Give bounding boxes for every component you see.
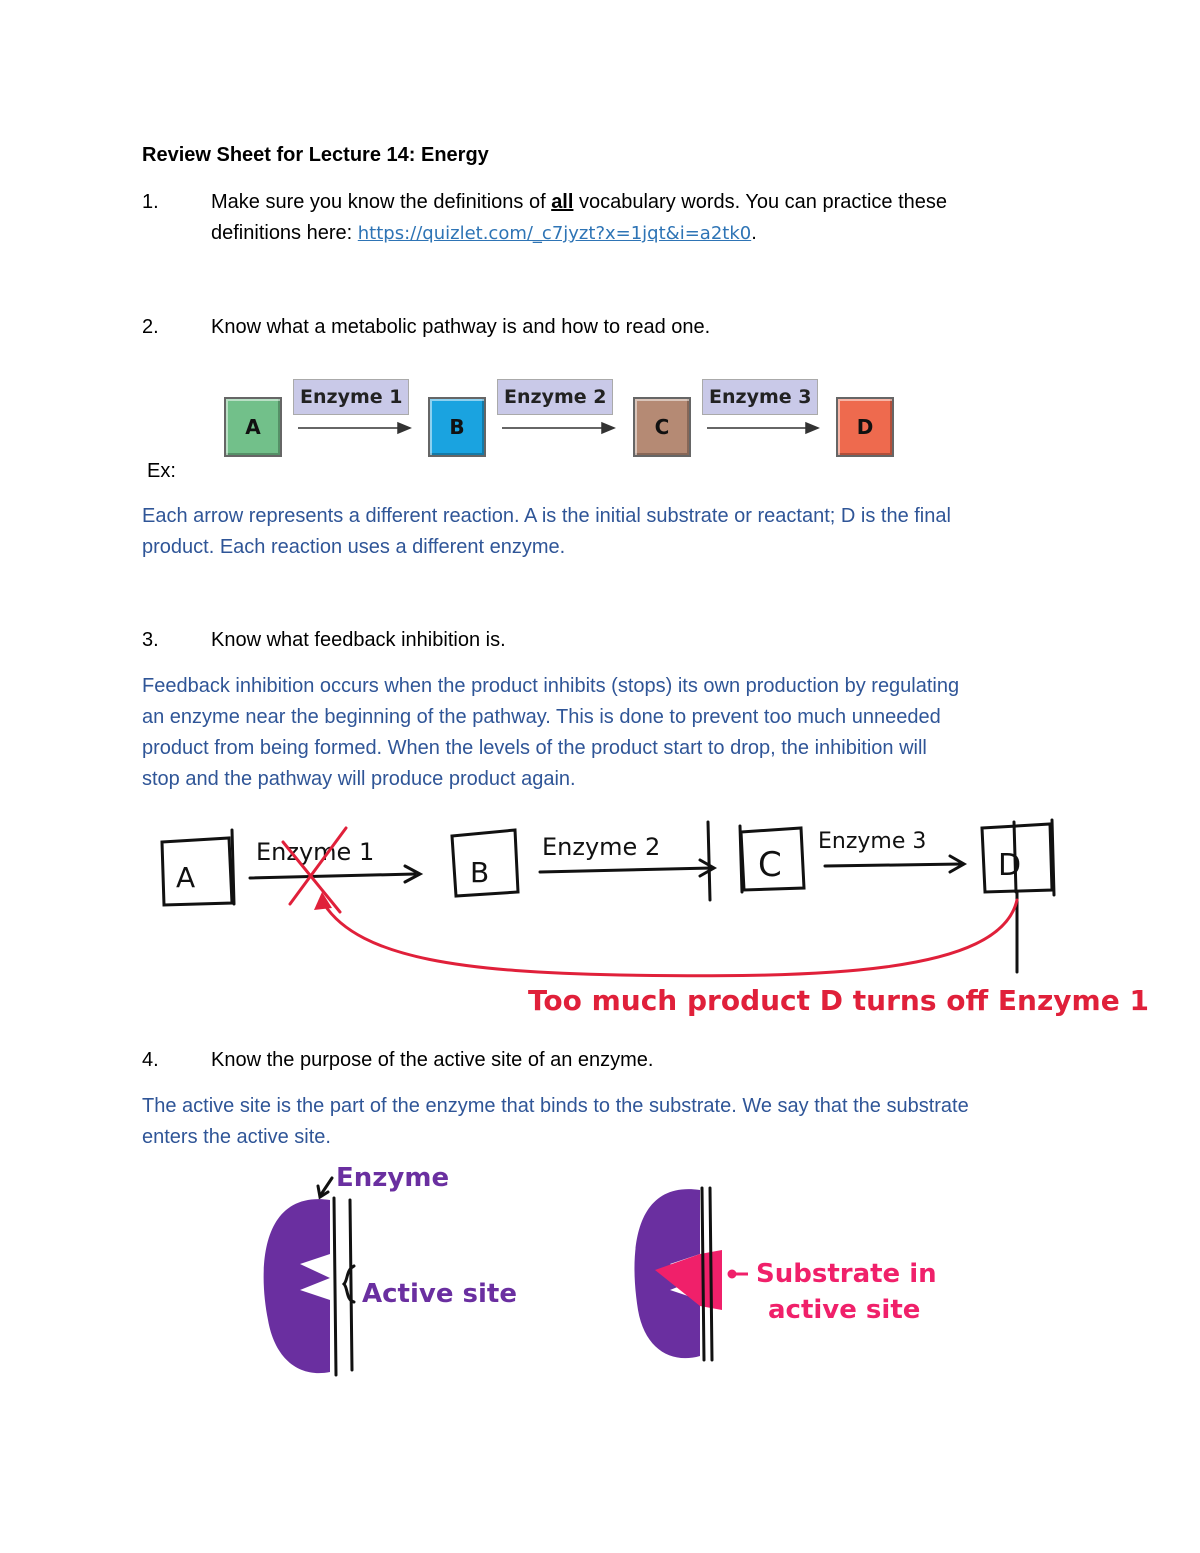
item-2-text: Know what a metabolic pathway is and how to read one. xyxy=(211,316,711,338)
item-3-answer-line2: an enzyme near the beginning of the pathway. This is done to prevent too much unneeded xyxy=(142,706,941,728)
pathway-box-c: C xyxy=(633,397,691,457)
feedback-curve xyxy=(324,900,1017,976)
enzyme-label: Enzyme xyxy=(336,1163,450,1193)
pathway-enzyme-2-label: Enzyme 2 xyxy=(497,379,613,415)
active-site-label: Active site xyxy=(362,1279,517,1309)
pathway-enzyme-1-label: Enzyme 1 xyxy=(293,379,409,415)
item-3-text: Know what feedback inhibition is. xyxy=(211,629,506,651)
sketch-box-c-label: C xyxy=(758,845,782,885)
sketch-arrow-3 xyxy=(825,864,962,866)
feedback-inhibition-sketch xyxy=(0,800,1200,1040)
pathway-box-a: A xyxy=(224,397,282,457)
pathway-arrowhead-3 xyxy=(806,423,818,433)
sketch-enzyme-2-label: Enzyme 2 xyxy=(542,833,661,861)
item-4-number: 4. xyxy=(142,1049,159,1071)
enzyme-shape-left xyxy=(264,1199,330,1373)
sketch-enzyme-1-label: Enzyme 1 xyxy=(256,838,375,866)
pathway-box-b: B xyxy=(428,397,486,457)
item-4-answer-line1: The active site is the part of the enzyme that binds to the substrate. We say that the substrate xyxy=(142,1095,969,1117)
item-1-text-b: vocabulary words. You can practice these xyxy=(573,191,947,213)
item-2-answer-line2: product. Each reaction uses a different enzyme. xyxy=(142,536,566,558)
sketch-enzyme-3-label: Enzyme 3 xyxy=(818,829,927,854)
active-site-sketch xyxy=(0,1150,1200,1390)
sketch-box-d-label: D xyxy=(998,848,1022,883)
item-1-text-a: Make sure you know the definitions of xyxy=(211,191,552,213)
pathway-arrowhead-2 xyxy=(602,423,614,433)
substrate-label-2: active site xyxy=(768,1295,921,1325)
pathway-arrowhead-1 xyxy=(398,423,410,433)
item-3-number: 3. xyxy=(142,629,159,651)
sketch-arrow-2 xyxy=(540,868,712,872)
item-3-answer-line4: stop and the pathway will produce product again. xyxy=(142,768,576,790)
item-4-answer-line2: enters the active site. xyxy=(142,1126,331,1148)
item-1-number: 1. xyxy=(142,191,159,213)
sketch-box-b-label: B xyxy=(470,856,490,889)
item-2-answer-line1: Each arrow represents a different reaction. A is the initial substrate or reactant; D is the final xyxy=(142,505,951,527)
sketch-box-a-label: A xyxy=(176,861,196,894)
item-4-text: Know the purpose of the active site of an enzyme. xyxy=(211,1049,654,1071)
item-1-link-end: . xyxy=(751,222,757,244)
page-title: Review Sheet for Lecture 14: Energy xyxy=(142,144,489,166)
pathway-enzyme-3-label: Enzyme 3 xyxy=(702,379,818,415)
pathway-box-d: D xyxy=(836,397,894,457)
item-3-answer-line1: Feedback inhibition occurs when the product inhibits (stops) its own production by regulating xyxy=(142,675,960,697)
item-1-emphasis: all xyxy=(551,191,574,213)
substrate-label-1: Substrate in xyxy=(756,1259,937,1289)
item-2-number: 2. xyxy=(142,316,159,338)
item-1-text-c: definitions here: xyxy=(211,222,358,244)
example-label: Ex: xyxy=(147,460,176,482)
sketch-box-a xyxy=(162,838,232,905)
pathway-arrows xyxy=(0,0,1200,480)
item-3-answer-line3: product from being formed. When the levels of the product start to drop, the inhibition will xyxy=(142,737,927,759)
sketch-arrow-1 xyxy=(250,874,415,878)
feedback-note: Too much product D turns off Enzyme 1 xyxy=(528,984,1149,1017)
quizlet-link[interactable]: https://quizlet.com/_c7jyzt?x=1jqt&i=a2tk0 xyxy=(357,223,752,244)
